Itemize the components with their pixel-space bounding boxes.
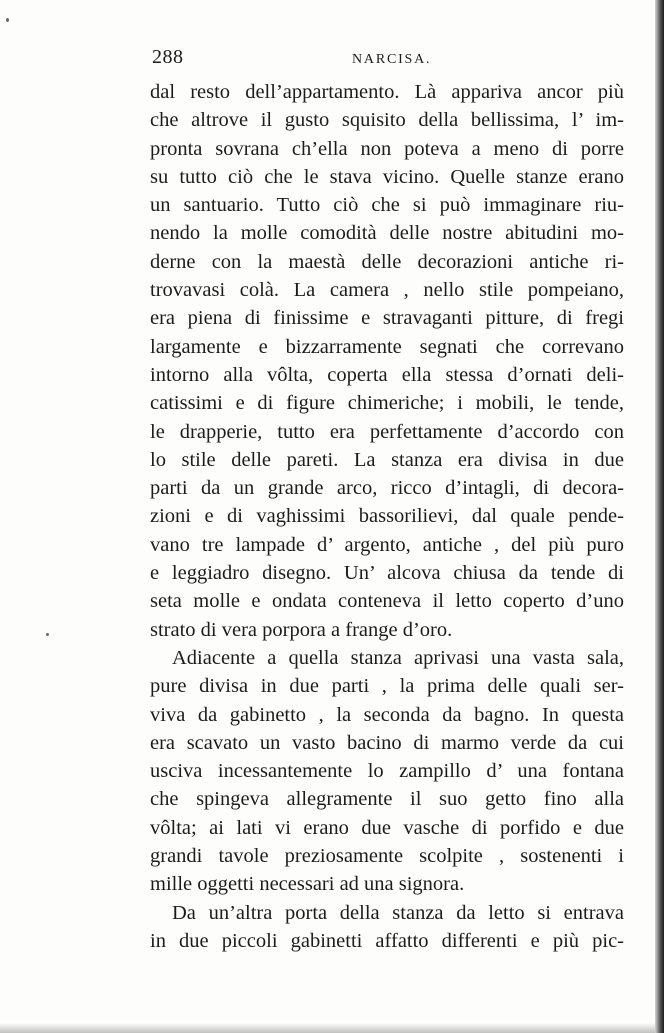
text-line: su tutto ciò che le stava vicino. Quelle stanze erano xyxy=(150,165,624,188)
ink-speck xyxy=(46,633,49,636)
text-line: largamente e bizzarramente segnati che correvano xyxy=(150,335,624,358)
text-line: grandi tavole preziosamente scolpite , sostenenti i xyxy=(150,845,624,868)
paragraph-start-line: Da un’altra porta della stanza da letto si entrava xyxy=(172,901,624,924)
text-line: catissimi e di figure chimeriche; i mobili, le tende, xyxy=(150,392,624,415)
paragraph-start-line: Adiacente a quella stanza aprivasi una vasta sala, xyxy=(172,646,624,669)
text-line: derne con la maestà delle decorazioni antiche ri- xyxy=(150,250,624,273)
page-bottom-shadow xyxy=(0,1023,664,1033)
page-number: 288 xyxy=(152,46,184,68)
text-line: era scavato un vasto bacino di marmo verde da cui xyxy=(150,731,624,754)
text-line: che altrove il gusto squisito della bellissima, l’ im- xyxy=(150,109,624,132)
text-line: nendo la molle comodità delle nostre abitudini mo- xyxy=(150,222,624,245)
text-line: lo stile delle pareti. La stanza era divisa in due xyxy=(150,448,624,471)
text-line: trovavasi colà. La camera , nello stile pompeiano, xyxy=(150,279,624,302)
text-line: in due piccoli gabinetti affatto differenti e più pic- xyxy=(150,929,624,952)
ink-speck xyxy=(6,18,9,22)
text-line: parti da un grande arco, ricco d’intagli, di decora- xyxy=(150,477,624,500)
paragraph-end-line: strato di vera porpora a frange d’oro. xyxy=(150,618,453,641)
text-line: dal resto dell’appartamento. Là appariva ancor più xyxy=(150,81,624,103)
running-title: NARCISA. xyxy=(352,52,432,67)
text-line: e leggiadro disegno. Un’ alcova chiusa da tende di xyxy=(150,562,624,585)
text-line: vôlta; ai lati vi erano due vasche di porfido e due xyxy=(150,816,624,839)
text-line: usciva incessantemente lo zampillo d’ una fontana xyxy=(150,760,624,783)
paragraph-end-line: mille oggetti necessari ad una signora. xyxy=(150,873,465,896)
text-line: le drapperie, tutto era perfettamente d’accordo con xyxy=(150,420,624,443)
text-line: vano tre lampade d’ argento, antiche , del più puro xyxy=(150,533,624,556)
text-line: zioni e di vaghissimi bassorilievi, dal quale pende- xyxy=(150,505,624,528)
text-line: seta molle e ondata conteneva il letto coperto d’uno xyxy=(150,590,624,613)
text-line: viva da gabinetto , la seconda da bagno. In questa xyxy=(150,703,624,726)
page-header xyxy=(152,46,624,76)
text-line: era piena di finissime e stravaganti pitture, di fregi xyxy=(150,307,624,330)
body-text xyxy=(150,78,624,955)
text-line: pronta sovrana ch’ella non poteva a meno di porre xyxy=(150,137,624,160)
text-line: che spingeva allegramente il suo getto fino alla xyxy=(150,788,624,811)
page-right-edge xyxy=(655,0,664,1033)
text-line: pure divisa in due parti , la prima delle quali ser- xyxy=(150,675,624,698)
text-line: un santuario. Tutto ciò che si può immaginare riu- xyxy=(150,194,624,217)
text-line: intorno alla vôlta, coperta ella stessa d’ornati deli- xyxy=(150,363,624,386)
